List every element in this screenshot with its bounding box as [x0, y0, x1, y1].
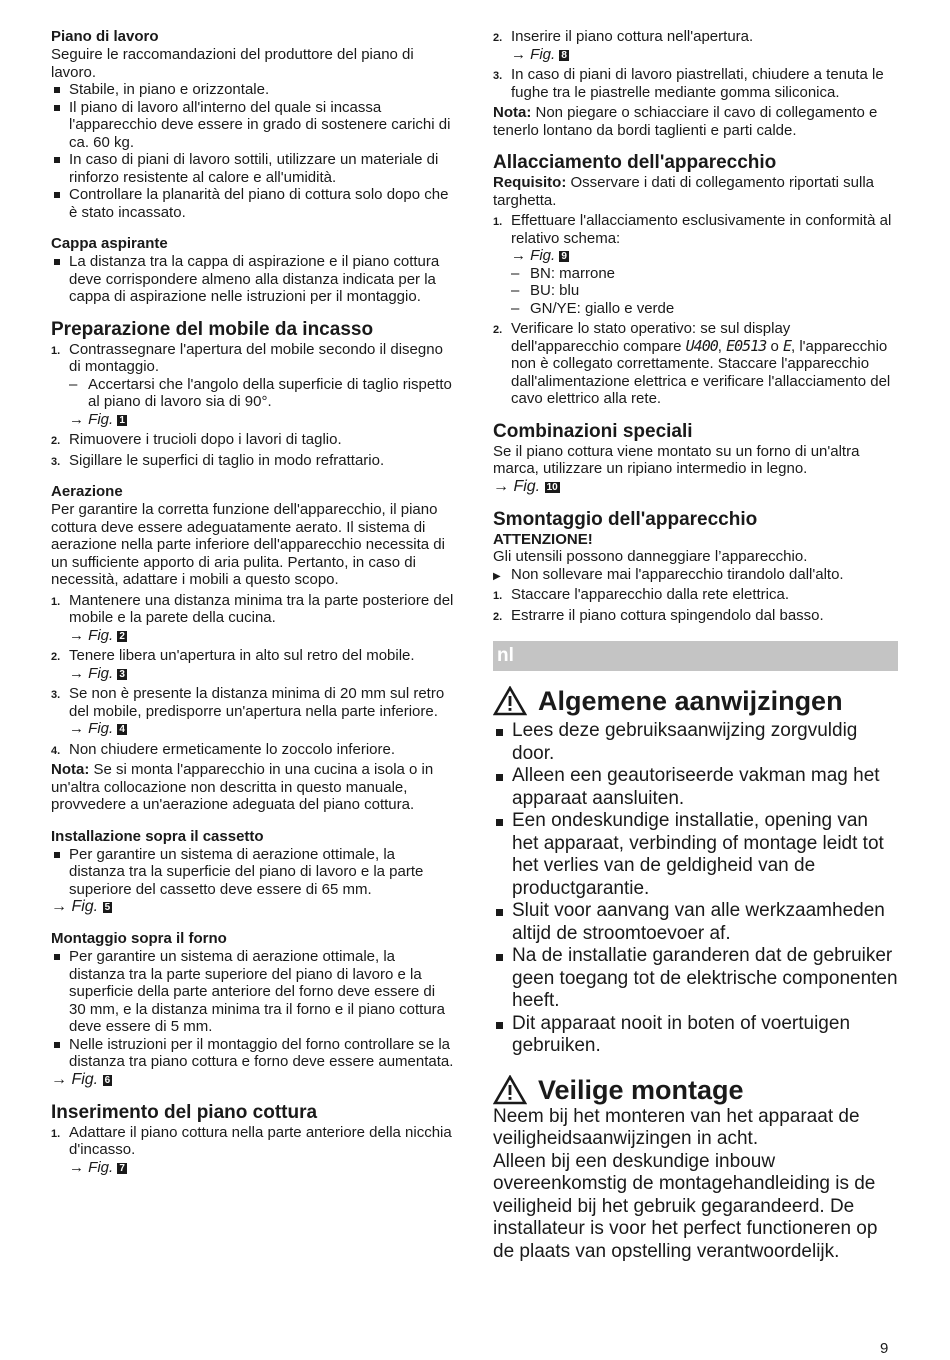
list-item — [51, 1124, 455, 1177]
arrow-icon: → — [493, 477, 509, 495]
figure-reference — [69, 665, 455, 683]
warning-text: Gli utensili possono danneggiare l’apparecchio. — [493, 548, 808, 565]
step-text: Mantenere una distanza minima tra la parte posteriore del mobile e la parete della cucina. — [69, 591, 454, 626]
list-item — [493, 607, 898, 625]
arrow-icon: → — [69, 410, 84, 428]
figure-number-badge: 1 — [119, 414, 125, 426]
arrow-icon: → — [69, 720, 84, 737]
right-column — [493, 28, 898, 1263]
instruction-text: Non sollevare mai l'apparecchio tirandolo dall'alto. — [511, 565, 844, 583]
sub-step: – Accertarsi che l'angolo della superficie di taglio rispetto al piano di lavoro sia di 90°. — [69, 376, 455, 411]
paragraph: Alleen bij een deskundige inbouw overeenkomstig de montagehandleiding is de veiligheid bij het gebruik gegarandeerd. De installateur is voor het perfect functioneren op de plaats van opstelling verantwoordelijk. — [493, 1150, 878, 1262]
bullet-block — [493, 720, 898, 1058]
list-item: Nelle istruzioni per il montaggio del forno controllare se la distanza tra piano cottura e forno deve essere aumentata. — [51, 1036, 455, 1071]
page-number: 9 — [880, 1340, 889, 1357]
step-text: In caso di piani di lavoro piastrellati, chiudere a tenuta le fughe tra le piastrelle mediante gomma siliconica. — [511, 66, 884, 101]
list-item — [493, 212, 898, 317]
section-heading — [493, 685, 898, 717]
numbered-list — [493, 586, 898, 624]
numbered-list — [51, 341, 455, 470]
figure-number-badge: 9 — [561, 251, 567, 262]
list-item: Alleen een geautoriseerde vakman mag het apparaat aansluiten. — [493, 765, 898, 810]
list-item: Stabile, in piano e orizzontale. — [51, 81, 455, 99]
step-number: 2. — [51, 435, 61, 447]
list-item — [51, 592, 455, 645]
list-item — [51, 685, 455, 738]
paragraph: Per garantire la corretta funzione dell'apparecchio, il piano cottura deve essere adeguatamente aerato. Il sistema di aerazione nella parte inferiore dell'apparecchio necessita di un sufficiente apporto di aria pulita. Pertanto, in caso di necessità, adattare i mobili a questo scopo. — [51, 501, 445, 588]
step-number: 1. — [493, 216, 503, 228]
note-text: Non piegare o schiacciare il cavo di collegamento e tenerlo lontano da bordi taglienti e parti calde. — [493, 104, 878, 139]
fig-label: Fig. — [513, 477, 541, 495]
figure-number-badge: 6 — [104, 1074, 111, 1086]
fig-label: Fig. — [71, 898, 99, 915]
requirement-label: Requisito: — [493, 174, 567, 191]
step-number: 3. — [51, 689, 61, 701]
figure-reference — [493, 478, 898, 496]
list-item — [493, 586, 898, 604]
display-code: E0513 — [726, 336, 767, 355]
figure-number-badge: 2 — [119, 630, 125, 642]
list-item: Per garantire un sistema di aerazione ottimale, la distanza tra la parte superiore del piano di lavoro e la superficie della parte anteriore del forno deve essere di 30 mm, e la distanza minima tra il forno e il piano cottura deve essere di 5 mm. — [51, 948, 455, 1036]
arrow-icon: → — [51, 898, 67, 915]
step-number: 1. — [493, 590, 503, 602]
or-word: o — [770, 337, 779, 355]
section-heading: Inserimento del piano cottura — [51, 1101, 318, 1123]
figure-reference — [69, 1159, 455, 1177]
fig-label: Fig. — [88, 1158, 114, 1176]
step-number: 2. — [51, 651, 61, 663]
step-text: Inserire il piano cottura nell'apertura. — [511, 28, 754, 45]
step-number: 2. — [493, 610, 503, 623]
section-heading: Piano di lavoro — [51, 28, 159, 45]
arrow-icon: → — [51, 1070, 67, 1088]
list-item: Sluit voor aanvang van alle werkzaamheden altijd de stroomtoevoer af. — [493, 900, 898, 945]
step-text: Effettuare l'allacciamento esclusivamente in conformità al relativo schema: — [511, 212, 892, 247]
step-number: 1. — [51, 344, 61, 357]
wire-color: – BU: blu — [511, 282, 898, 300]
step-text: Verificare lo stato operativo: se sul display dell'apparecchio compare — [511, 320, 791, 355]
list-item: In caso di piani di lavoro sottili, utilizzare un materiale di rinforzo resistente al calore e all'umidità. — [51, 151, 455, 186]
warning-icon — [493, 686, 527, 716]
attention-label: ATTENZIONE! — [493, 530, 593, 548]
display-code: U400 — [685, 336, 718, 355]
paragraph: Neem bij het monteren van het apparaat de veiligheidsaanwijzingen in acht. — [493, 1105, 860, 1149]
heading-text: Algemene aanwijzingen — [538, 686, 843, 716]
language-bar: nl — [493, 641, 898, 671]
figure-reference — [511, 247, 898, 265]
text-block — [493, 1106, 898, 1264]
list-item — [51, 647, 455, 682]
figure-number-badge: 10 — [546, 481, 558, 493]
figure-number-badge: 3 — [119, 668, 125, 680]
numbered-list — [51, 592, 455, 759]
list-item — [493, 28, 898, 63]
numbered-list — [493, 212, 898, 408]
step-number: 2. — [493, 32, 503, 44]
fig-label: Fig. — [88, 664, 114, 682]
step-text: Non chiudere ermeticamente lo zoccolo inferiore. — [69, 740, 395, 758]
section-heading: Aerazione — [51, 483, 123, 500]
step-number: 3. — [51, 455, 61, 468]
fig-label: Fig. — [88, 410, 114, 428]
figure-reference — [511, 46, 898, 64]
triangle-bullet-icon: ▶ — [493, 570, 501, 582]
list-item: La distanza tra la cappa di aspirazione e il piano cottura deve corrispondere almeno alla distanza indicata per la cappa di aspirazione nelle istruzioni per il montaggio. — [51, 253, 455, 306]
arrow-icon: → — [511, 45, 526, 63]
section-heading: Smontaggio dell'apparecchio — [493, 508, 758, 530]
bullet-list — [51, 81, 455, 221]
step-number: 2. — [493, 324, 503, 336]
step-text: Contrassegnare l'apertura del mobile secondo il disegno di montaggio. — [69, 340, 443, 375]
step-text: Se non è presente la distanza minima di 20 mm sul retro del mobile, predisporre un'apertura nella parte inferiore. — [69, 685, 445, 720]
step-text: Tenere libera un'apertura in alto sul retro del mobile. — [69, 647, 415, 664]
list-item — [51, 741, 455, 759]
bullet-list — [51, 846, 455, 899]
fig-label: Fig. — [530, 45, 556, 63]
bullet-list — [493, 720, 898, 1058]
section-heading: Montaggio sopra il forno — [51, 930, 227, 947]
step-number: 1. — [51, 595, 61, 608]
section-heading: Installazione sopra il cassetto — [51, 827, 264, 845]
note — [493, 104, 898, 139]
figure-number-badge: 5 — [104, 902, 111, 913]
list-item — [493, 66, 898, 101]
list-item — [51, 452, 455, 470]
figure-reference — [51, 1071, 455, 1089]
note-text: Se si monta l'apparecchio in una cucina a isola o in un'altra collocazione non descritta in questo manuale, provvedere a un'aerazione adeguata del piano cottura. — [51, 761, 434, 813]
figure-reference — [51, 898, 455, 916]
fig-label: Fig. — [530, 247, 556, 264]
list-item: Dit apparaat nooit in boten of voertuigen gebruiken. — [493, 1013, 898, 1058]
heading-text: Veilige montage — [538, 1074, 744, 1105]
arrow-icon: → — [69, 626, 84, 644]
list-item — [51, 431, 455, 449]
arrow-icon: → — [69, 1158, 84, 1176]
list-item: Lees deze gebruiksaanwijzing zorgvuldig door. — [493, 720, 898, 765]
bullet-list — [51, 253, 455, 306]
section-heading: Preparazione del mobile da incasso — [51, 318, 374, 340]
list-item — [51, 341, 455, 429]
note — [51, 761, 455, 814]
numbered-list — [493, 28, 898, 101]
wire-color: – GN/YE: giallo e verde — [511, 300, 898, 318]
note-label: Nota: — [51, 761, 90, 778]
figure-reference — [69, 627, 455, 645]
arrow-icon: → — [69, 664, 84, 682]
step-text: Estrarre il piano cottura spingendolo dal basso. — [511, 606, 824, 624]
step-text: Sigillare le superfici di taglio in modo refrattario. — [69, 451, 385, 469]
paragraph: Seguire le raccomandazioni del produttore del piano di lavoro. — [51, 46, 414, 81]
step-text: Rimuovere i trucioli dopo i lavori di taglio. — [69, 431, 342, 448]
step-number: 3. — [493, 70, 503, 82]
step-text: Adattare il piano cottura nella parte anteriore della nicchia d'incasso. — [69, 1123, 452, 1158]
figure-number-badge: 4 — [119, 724, 125, 735]
step-number: 1. — [51, 1127, 61, 1140]
left-column — [51, 28, 455, 1176]
section-heading: Allacciamento dell'apparecchio — [493, 152, 777, 173]
list-item: Per garantire un sistema di aerazione ottimale, la distanza tra la superficie del piano di lavoro e la parte superiore del cassetto deve essere di 65 mm. — [51, 846, 455, 899]
fig-label: Fig. — [88, 626, 114, 644]
step-text: Staccare l'apparecchio dalla rete elettrica. — [511, 586, 790, 603]
fig-label: Fig. — [88, 720, 114, 737]
display-code: E — [782, 336, 791, 355]
figure-reference — [69, 720, 455, 738]
list-item: 2. Verificare lo stato operativo: se sul display dell'apparecchio compare U400, E0513 o E, l'apparecchio non è collegato correttamente. Staccare l'apparecchio dall'alimentazione elettrica e verificare l'allacciamento del cavo elettrico alla rete. — [493, 320, 891, 407]
numbered-list — [51, 1124, 455, 1177]
warning-icon — [493, 1075, 527, 1105]
list-item: Na de installatie garanderen dat de gebruiker geen toegang tot de elektrische componenten heeft. — [493, 945, 898, 1013]
note-label: Nota: — [493, 104, 532, 121]
requirement-text: Osservare i dati di collegamento riportati sulla targhetta. — [493, 174, 874, 209]
fig-label: Fig. — [71, 1070, 99, 1088]
wire-color: – BN: marrone — [511, 265, 898, 283]
figure-number-badge: 8 — [561, 49, 567, 61]
section-heading — [493, 1074, 898, 1106]
section-heading: Cappa aspirante — [51, 235, 168, 252]
paragraph: Se il piano cottura viene montato su un forno di un'altra marca, utilizzare un ripiano intermedio in legno. — [493, 442, 860, 477]
section-heading: Combinazioni speciali — [493, 420, 693, 442]
arrow-icon: → — [511, 247, 526, 264]
step-number: 4. — [51, 744, 61, 757]
instruction — [493, 566, 898, 584]
list-item: Il piano di lavoro all'interno del quale si incassa l'apparecchio deve essere in grado di sostenere carichi di ca. 60 kg. — [51, 99, 455, 152]
figure-number-badge: 7 — [119, 1162, 125, 1174]
list-item: Controllare la planarità del piano di cottura solo dopo che è stato incassato. — [51, 186, 455, 221]
step-text: , l'apparecchio non è collegato correttamente. Staccare l'apparecchio dall'alimentazione elettrica e verificare l'allacciamento del cavo elettrico alla rete. — [511, 337, 891, 407]
requirement — [493, 174, 898, 209]
figure-reference — [69, 411, 455, 429]
bullet-list — [51, 948, 455, 1071]
list-item: Een ondeskundige installatie, opening van het apparaat, verbinding of montage leidt tot het verlies van de geldigheid van de productgarantie. — [493, 810, 898, 900]
